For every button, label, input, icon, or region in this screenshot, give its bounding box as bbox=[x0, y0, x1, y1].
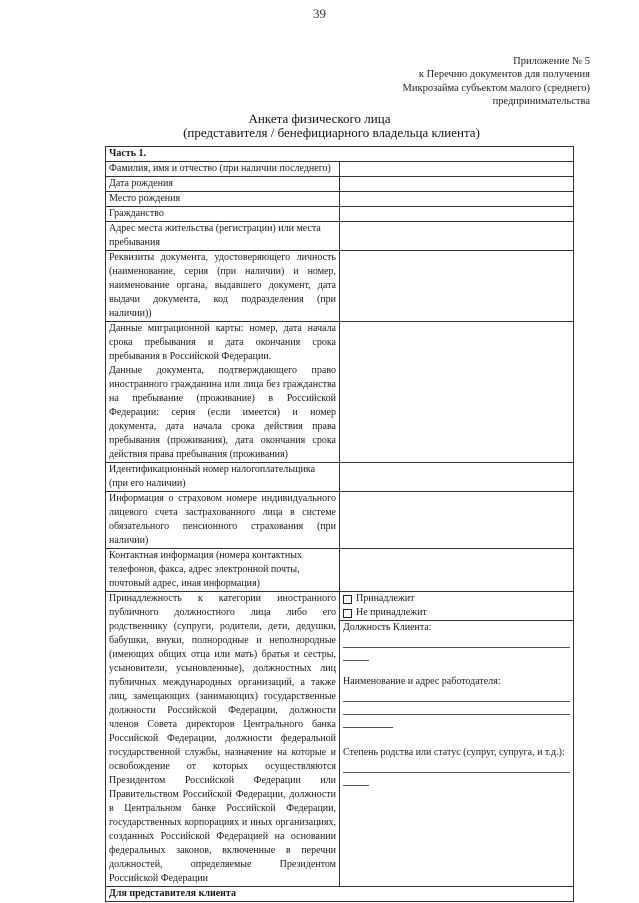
table-row bbox=[106, 492, 574, 549]
field-label-migration-data bbox=[106, 322, 340, 463]
field-value-citizenship[interactable] bbox=[340, 207, 574, 222]
relation-line-1[interactable] bbox=[343, 760, 570, 773]
pep-checkbox-group bbox=[340, 592, 573, 620]
appendix-line: к Перечню документов для получения bbox=[418, 69, 590, 81]
form-subtitle: (представителя / бенефициарного владельца клиента) bbox=[183, 125, 480, 140]
field-label-citizenship: Гражданство bbox=[106, 207, 340, 222]
field-label-birth-date: Дата рождения bbox=[106, 177, 340, 192]
field-label-id-document: Реквизиты документа, удостоверяющего личность (наименование, серия (при наличии) и номер, наименование органа, выдавшего документ, дата выдачи документа, код подразделения (при наличии)) bbox=[106, 251, 340, 322]
table-row bbox=[106, 322, 574, 463]
table-row bbox=[106, 147, 574, 162]
field-value-pep-status bbox=[340, 592, 574, 887]
field-value-address[interactable] bbox=[340, 222, 574, 251]
residence-document-text: Данные документа, подтверждающего право иностранного гражданина или лица без гражданства на пребывание (проживание) в Российской Федерации: серия (если имеется) и номер документа, дата начала срока действия права пребывания (проживания), дата окончания срока действия права пребывания (проживания) bbox=[109, 365, 336, 460]
not-belongs-label: Не принадлежит bbox=[356, 607, 427, 618]
field-value-birth-place[interactable] bbox=[340, 192, 574, 207]
relation-label: Степень родства или статус (супруг, супруга, и т.д.): bbox=[343, 747, 565, 758]
employer-label-line1: Наименование и адрес работодателя: bbox=[343, 676, 501, 687]
table-row bbox=[106, 177, 574, 192]
appendix-line: Приложение № 5 bbox=[513, 56, 590, 67]
field-label-birth-place: Место рождения bbox=[106, 192, 340, 207]
field-value-birth-date[interactable] bbox=[340, 177, 574, 192]
appendix-note bbox=[290, 55, 590, 108]
field-value-full-name[interactable] bbox=[340, 162, 574, 177]
belongs-label: Принадлежит bbox=[356, 593, 415, 604]
belongs-checkbox[interactable] bbox=[343, 595, 352, 604]
position-label: Должность Клиента: bbox=[343, 622, 432, 633]
field-label-address: Адрес места жительства (регистрации) или места пребывания bbox=[106, 222, 340, 251]
employer-line-3[interactable] bbox=[343, 715, 393, 728]
position-line-2[interactable] bbox=[343, 648, 369, 661]
field-value-tax-id[interactable] bbox=[340, 463, 574, 492]
table-row bbox=[106, 162, 574, 177]
form-title-block bbox=[0, 112, 639, 140]
migration-card-text: Данные миграционной карты: номер, дата начала срока пребывания и дата окончания срока пребывания в Российской Федерации. bbox=[109, 323, 336, 362]
relation-line-2[interactable] bbox=[343, 773, 369, 786]
not-belongs-option[interactable] bbox=[343, 606, 570, 620]
employer-line-2[interactable] bbox=[343, 702, 570, 715]
table-row bbox=[106, 207, 574, 222]
page-number: 39 bbox=[313, 6, 326, 21]
field-value-id-document[interactable] bbox=[340, 251, 574, 322]
appendix-line: Микрозайма субъектом малого (среднего) bbox=[402, 82, 590, 94]
field-label-pep-status: Принадлежность к категории иностранного публичного должностного лица либо его родственнику (супруги, родители, дети, дедушки, бабушки, внуки, полнородные и неполнородные (имеющих общих отца или мать) братья и сестры, усыновители, усыновленные), должностных лиц публичных международных организаций, а также лиц, замещающих (занимающих) государственные должности Российской Федерации, должности членов Совета директоров Центрального банка Российской Федерации, должности федеральной государственной службы, назначение на которые и освобождение от которых осуществляются Президентом Российской Федерации или Правительством Российской Федерации, должности в Центральном банке Российской Федерации, государственных корпорациях и иных организациях, созданных Российской Федерацией на основании федеральных законов, включенные в перечни должностей, определяемые Президентом Российской Федерации bbox=[106, 592, 340, 887]
field-label-contacts: Контактная информация (номера контактных телефонов, факса, адрес электронной почты, почтовый адрес, иная информация) bbox=[106, 549, 340, 592]
not-belongs-checkbox[interactable] bbox=[343, 609, 352, 618]
belongs-option[interactable] bbox=[343, 592, 570, 606]
representative-heading: Для представителя клиента bbox=[106, 887, 574, 902]
field-value-contacts[interactable] bbox=[340, 549, 574, 592]
table-row bbox=[106, 887, 574, 902]
table-row bbox=[106, 251, 574, 322]
field-value-migration-data[interactable] bbox=[340, 322, 574, 463]
position-line-1[interactable] bbox=[343, 635, 570, 648]
field-label-full-name: Фамилия, имя и отчество (при наличии последнего) bbox=[106, 162, 340, 177]
table-row bbox=[106, 592, 574, 887]
employer-line-1[interactable] bbox=[343, 689, 570, 702]
table-row bbox=[106, 192, 574, 207]
table-row bbox=[106, 222, 574, 251]
part1-heading: Часть 1. bbox=[106, 147, 574, 162]
form-title: Анкета физического лица bbox=[248, 111, 391, 126]
pep-details bbox=[340, 620, 573, 851]
questionnaire-table bbox=[105, 146, 574, 902]
table-row bbox=[106, 549, 574, 592]
appendix-line: предпринимательства bbox=[492, 95, 590, 107]
field-label-snils: Информация о страховом номере индивидуального лицевого счета застрахованного лица в системе обязательного пенсионного страхования (при наличии) bbox=[106, 492, 340, 549]
field-value-snils[interactable] bbox=[340, 492, 574, 549]
table-row bbox=[106, 463, 574, 492]
field-label-tax-id: Идентификационный номер налогоплательщика (при его наличии) bbox=[106, 463, 340, 492]
